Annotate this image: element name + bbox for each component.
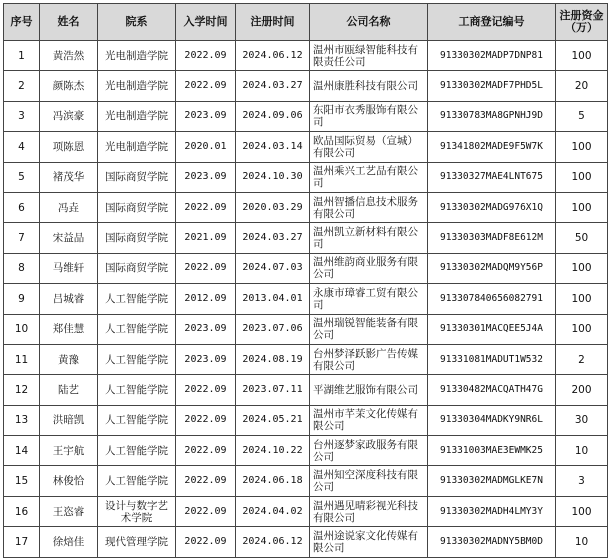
cell-register-date: 2024.03.27 xyxy=(236,71,310,101)
cell-name: 洪暗凯 xyxy=(40,405,98,435)
cell-department: 人工智能学院 xyxy=(98,466,176,496)
table-row xyxy=(4,436,608,466)
cell-enroll-date: 2023.09 xyxy=(176,101,236,131)
cell-company-name: 温州途说家文化传媒有限公司 xyxy=(310,527,428,557)
cell-company-name: 温州康胜科技有限公司 xyxy=(310,71,428,101)
cell-enroll-date: 2020.01 xyxy=(176,132,236,162)
table-row xyxy=(4,527,608,557)
cell-company-name: 温州遇见晴彩视光科技有限公司 xyxy=(310,496,428,526)
cell-company-name: 台州梦泽跃影广告传媒有限公司 xyxy=(310,344,428,374)
cell-company-name: 温州瑞锐智能装备有限公司 xyxy=(310,314,428,344)
cell-registration-number: 91330302MADF7PHD5L xyxy=(428,71,556,101)
cell-registration-number: 91330301MACQEE5J4A xyxy=(428,314,556,344)
cell-index: 7 xyxy=(4,223,40,253)
cell-capital: 100 xyxy=(556,253,608,283)
table-row xyxy=(4,314,608,344)
cell-department: 人工智能学院 xyxy=(98,314,176,344)
cell-department: 国际商贸学院 xyxy=(98,192,176,222)
cell-company-name: 平湖维艺服饰有限公司 xyxy=(310,375,428,405)
cell-enroll-date: 2023.09 xyxy=(176,162,236,192)
cell-enroll-date: 2012.09 xyxy=(176,284,236,314)
cell-capital: 100 xyxy=(556,314,608,344)
cell-department: 设计与数字艺术学院 xyxy=(98,496,176,526)
header-department: 院系 xyxy=(98,4,176,41)
header-index: 序号 xyxy=(4,4,40,41)
cell-company-name: 温州智播信息技术服务有限公司 xyxy=(310,192,428,222)
table-row xyxy=(4,284,608,314)
cell-name: 林俊恰 xyxy=(40,466,98,496)
cell-enroll-date: 2023.09 xyxy=(176,314,236,344)
cell-index: 14 xyxy=(4,436,40,466)
cell-register-date: 2024.05.21 xyxy=(236,405,310,435)
cell-index: 16 xyxy=(4,496,40,526)
cell-registration-number: 91330302MADP7DNP81 xyxy=(428,41,556,71)
cell-capital: 100 xyxy=(556,41,608,71)
cell-department: 人工智能学院 xyxy=(98,284,176,314)
registration-table xyxy=(3,3,608,558)
cell-enroll-date: 2022.09 xyxy=(176,405,236,435)
cell-registration-number: 91330302MADH4LMY3Y xyxy=(428,496,556,526)
cell-enroll-date: 2022.09 xyxy=(176,192,236,222)
cell-index: 5 xyxy=(4,162,40,192)
cell-registration-number: 91330303MADF8E612M xyxy=(428,223,556,253)
cell-capital: 200 xyxy=(556,375,608,405)
cell-enroll-date: 2022.09 xyxy=(176,496,236,526)
table-row xyxy=(4,466,608,496)
cell-name: 王宇航 xyxy=(40,436,98,466)
cell-name: 颜陈杰 xyxy=(40,71,98,101)
cell-department: 国际商贸学院 xyxy=(98,223,176,253)
cell-company-name: 东阳市衣秀服饰有限公司 xyxy=(310,101,428,131)
cell-company-name: 温州凯立新材料有限公司 xyxy=(310,223,428,253)
cell-capital: 20 xyxy=(556,71,608,101)
table-row xyxy=(4,405,608,435)
cell-capital: 10 xyxy=(556,436,608,466)
cell-capital: 10 xyxy=(556,527,608,557)
header-row xyxy=(4,4,608,41)
cell-index: 6 xyxy=(4,192,40,222)
cell-register-date: 2024.09.06 xyxy=(236,101,310,131)
cell-name: 冯垚 xyxy=(40,192,98,222)
cell-register-date: 2024.10.30 xyxy=(236,162,310,192)
cell-department: 国际商贸学院 xyxy=(98,253,176,283)
cell-capital: 5 xyxy=(556,101,608,131)
cell-capital: 100 xyxy=(556,192,608,222)
cell-name: 黄浩然 xyxy=(40,41,98,71)
cell-register-date: 2023.07.06 xyxy=(236,314,310,344)
cell-capital: 100 xyxy=(556,496,608,526)
cell-index: 2 xyxy=(4,71,40,101)
cell-registration-number: 91330302MADG976X1Q xyxy=(428,192,556,222)
cell-capital: 100 xyxy=(556,162,608,192)
header-enroll-date: 入学时间 xyxy=(176,4,236,41)
cell-register-date: 2013.04.01 xyxy=(236,284,310,314)
cell-register-date: 2023.07.11 xyxy=(236,375,310,405)
table-row xyxy=(4,253,608,283)
cell-name: 褚茂华 xyxy=(40,162,98,192)
cell-enroll-date: 2022.09 xyxy=(176,253,236,283)
table-row xyxy=(4,162,608,192)
cell-registration-number: 91330302MADMGLKE7N xyxy=(428,466,556,496)
cell-name: 冯滨豪 xyxy=(40,101,98,131)
cell-index: 4 xyxy=(4,132,40,162)
cell-registration-number: 91330327MAE4LNT675 xyxy=(428,162,556,192)
cell-company-name: 欧品国际贸易（宣城）有限公司 xyxy=(310,132,428,162)
cell-department: 人工智能学院 xyxy=(98,405,176,435)
cell-capital: 100 xyxy=(556,132,608,162)
cell-name: 王恣睿 xyxy=(40,496,98,526)
cell-company-name: 温州知空深度科技有限公司 xyxy=(310,466,428,496)
cell-name: 黄豫 xyxy=(40,344,98,374)
cell-registration-number: 91330302MADNY5BM0D xyxy=(428,527,556,557)
cell-name: 郑佳慧 xyxy=(40,314,98,344)
cell-register-date: 2024.06.18 xyxy=(236,466,310,496)
cell-index: 8 xyxy=(4,253,40,283)
cell-index: 1 xyxy=(4,41,40,71)
table-row xyxy=(4,71,608,101)
cell-name: 吕城睿 xyxy=(40,284,98,314)
cell-capital: 30 xyxy=(556,405,608,435)
cell-department: 人工智能学院 xyxy=(98,344,176,374)
cell-company-name: 温州维韵商业服务有限公司 xyxy=(310,253,428,283)
cell-enroll-date: 2022.09 xyxy=(176,527,236,557)
table-row xyxy=(4,496,608,526)
cell-registration-number: 91330482MACQATH47G xyxy=(428,375,556,405)
cell-company-name: 温州市芊茉文化传媒有限公司 xyxy=(310,405,428,435)
table-row xyxy=(4,132,608,162)
cell-registration-number: 91341802MADE9F5W7K xyxy=(428,132,556,162)
cell-enroll-date: 2021.09 xyxy=(176,223,236,253)
cell-enroll-date: 2023.09 xyxy=(176,344,236,374)
cell-register-date: 2024.06.12 xyxy=(236,527,310,557)
cell-register-date: 2024.04.02 xyxy=(236,496,310,526)
cell-registration-number: 913307840656082791 xyxy=(428,284,556,314)
cell-company-name: 温州乘兴工艺品有限公司 xyxy=(310,162,428,192)
cell-register-date: 2024.08.19 xyxy=(236,344,310,374)
header-register-date: 注册时间 xyxy=(236,4,310,41)
header-registration-number: 工商登记编号 xyxy=(428,4,556,41)
cell-index: 3 xyxy=(4,101,40,131)
cell-enroll-date: 2022.09 xyxy=(176,71,236,101)
table-row xyxy=(4,375,608,405)
cell-register-date: 2024.06.12 xyxy=(236,41,310,71)
cell-register-date: 2024.07.03 xyxy=(236,253,310,283)
cell-enroll-date: 2022.09 xyxy=(176,375,236,405)
cell-registration-number: 91331081MADUT1W532 xyxy=(428,344,556,374)
cell-index: 12 xyxy=(4,375,40,405)
cell-register-date: 2024.03.14 xyxy=(236,132,310,162)
cell-department: 国际商贸学院 xyxy=(98,162,176,192)
cell-registration-number: 91331003MAE3EWMK25 xyxy=(428,436,556,466)
header-name: 姓名 xyxy=(40,4,98,41)
cell-registration-number: 91330783MA8GPNHJ9D xyxy=(428,101,556,131)
cell-capital: 3 xyxy=(556,466,608,496)
cell-register-date: 2024.10.22 xyxy=(236,436,310,466)
cell-name: 宋益品 xyxy=(40,223,98,253)
cell-company-name: 台州逐梦家政服务有限公司 xyxy=(310,436,428,466)
cell-register-date: 2024.03.27 xyxy=(236,223,310,253)
cell-index: 11 xyxy=(4,344,40,374)
cell-name: 徐焙佳 xyxy=(40,527,98,557)
table-row xyxy=(4,101,608,131)
table-row xyxy=(4,192,608,222)
cell-capital: 50 xyxy=(556,223,608,253)
table-row xyxy=(4,344,608,374)
cell-department: 光电制造学院 xyxy=(98,71,176,101)
cell-index: 13 xyxy=(4,405,40,435)
cell-index: 10 xyxy=(4,314,40,344)
table-row xyxy=(4,41,608,71)
cell-department: 光电制造学院 xyxy=(98,132,176,162)
cell-index: 17 xyxy=(4,527,40,557)
cell-capital: 100 xyxy=(556,284,608,314)
cell-name: 项陈恩 xyxy=(40,132,98,162)
cell-department: 人工智能学院 xyxy=(98,436,176,466)
cell-registration-number: 91330302MADQM9Y56P xyxy=(428,253,556,283)
cell-company-name: 温州市瓯绿智能科技有限责任公司 xyxy=(310,41,428,71)
cell-index: 9 xyxy=(4,284,40,314)
cell-enroll-date: 2022.09 xyxy=(176,466,236,496)
cell-index: 15 xyxy=(4,466,40,496)
cell-register-date: 2020.03.29 xyxy=(236,192,310,222)
cell-company-name: 永康市璋睿工贸有限公司 xyxy=(310,284,428,314)
cell-department: 光电制造学院 xyxy=(98,101,176,131)
cell-enroll-date: 2022.09 xyxy=(176,41,236,71)
cell-department: 现代管理学院 xyxy=(98,527,176,557)
cell-department: 光电制造学院 xyxy=(98,41,176,71)
cell-capital: 2 xyxy=(556,344,608,374)
table-row xyxy=(4,223,608,253)
cell-enroll-date: 2022.09 xyxy=(176,436,236,466)
header-company-name: 公司名称 xyxy=(310,4,428,41)
cell-name: 陆艺 xyxy=(40,375,98,405)
cell-registration-number: 91330304MADKY9NR6L xyxy=(428,405,556,435)
header-capital: 注册资金（万） xyxy=(556,4,608,41)
cell-name: 马维轩 xyxy=(40,253,98,283)
cell-department: 人工智能学院 xyxy=(98,375,176,405)
